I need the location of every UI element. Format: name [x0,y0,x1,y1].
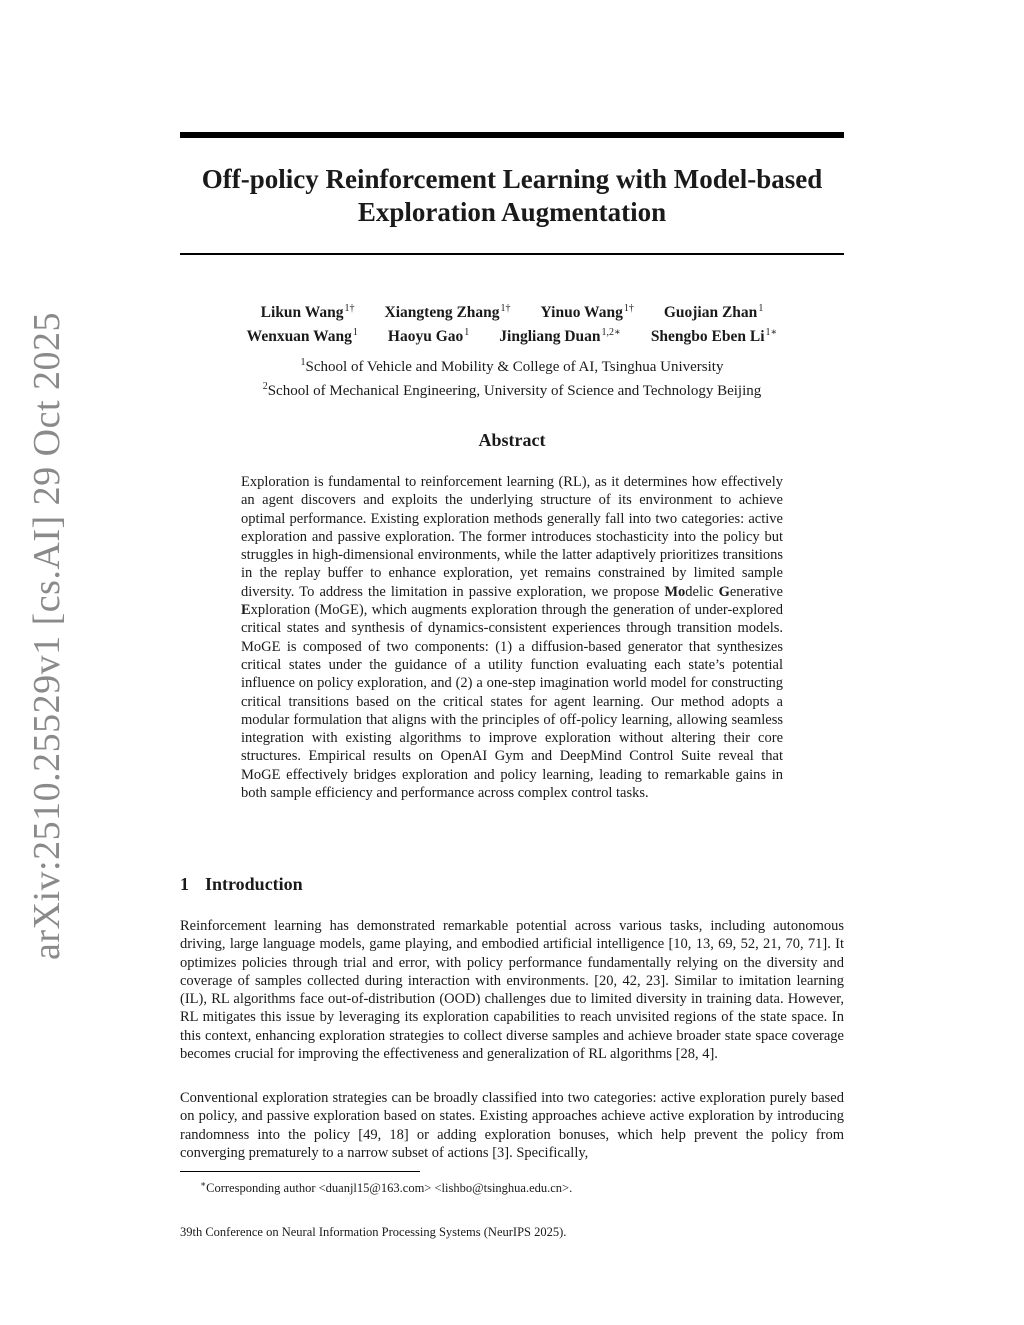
title-line-1: Off-policy Reinforcement Learning with Model-based [201,164,823,194]
author-row-1 [180,299,844,323]
footnote-rule [180,1171,420,1172]
affiliation: $^2$School of Mechanical Engineering, University of Science and Technology Beijing [262,381,762,400]
author: Likun Wang$^{1\dagger}$ [260,303,355,322]
affiliations [180,353,844,401]
author-row-2 [180,323,844,347]
venue-note: 39th Conference on Neural Information Processing Systems (NeurIPS 2025). [180,1225,567,1239]
title-rule-bottom [180,253,844,255]
author: Jingliang Duan$^{1,2∗}$ [499,327,621,346]
intro-paragraph-2: Conventional exploration strategies can be broadly classified into two categories: active exploration purely based on policy, and passive exploration based on states. Existing approaches achieve active exploration by introducing randomness into the policy [49, 18] or adding exploration bonuses, which help prevent the policy from converging prematurely to a narrow subset of actions [3]. Specifically, [180,1090,844,1161]
abstract-text: Exploration is fundamental to reinforcement learning (RL), as it determines how effectively an agent discovers and exploits the underlying structure of its environment to achieve optimal performance. Existing exploration methods generally fall into two categories: active exploration and passive exploration. The former introduces stochasticity into the policy but struggles in high-dimensional environments, while the latter adaptively prioritizes transitions in the replay buffer to enhance exploration, yet remains constrained by limited sample diversity. To address the limitation in passive exploration, we propose Modelic Generative Exploration (MoGE), which augments exploration through the generation of under-explored critical states and synthesis of dynamics-consistent experiences through transition models. MoGE is composed of two components: (1) a diffusion-based generator that synthesizes critical states under the guidance of a utility function evaluating each state’s potential influence on policy exploration, and (2) a one-step imagination world model for constructing critical transitions based on the critical states for agent learning. Our method adopts a modular formulation that aligns with the principles of off-policy learning, allowing seamless integration with existing algorithms to improve exploration without altering their core structures. Empirical results on OpenAI Gym and DeepMind Control Suite reveal that MoGE effectively bridges exploration and policy learning, leading to remarkable gains in both sample efficiency and performance across complex control tasks. [241,474,783,802]
author: Yinuo Wang$^{1\dagger}$ [540,303,634,322]
author: Shengbo Eben $Li^{1∗}$ [650,327,778,346]
title-rule-top [180,132,844,138]
author: Guojian Zhan$^1$ [663,303,764,322]
section-heading-introduction: 1 Introduction [180,874,303,894]
arxiv-identifier: arXiv:2510.25529v1 [cs.AI] 29 Oct 2025 [26,311,68,960]
footnote: ∗Corresponding author <duanjl15@163.com> <lishbo@tsinghua.edu.cn>. [200,1179,573,1196]
author-block [180,299,844,401]
author: Wenxuan Wang$^1$ [246,327,358,346]
abstract-heading: Abstract [478,430,546,450]
paper-title [180,163,844,229]
intro-paragraph-1: Reinforcement learning has demonstrated remarkable potential across various tasks, including autonomous driving, large language models, game playing, and embodied artificial intelligence [10, 13, 69, 52, 21, 70, 71]. It optimizes policies through trial and error, with policy performance fundamentally relying on the diversity and coverage of samples collected during interaction with environments. [20, 42, 23]. Similar to imitation learning (IL), RL algorithms face out-of-distribution (OOD) challenges due to limited diversity in training data. However, RL mitigates this issue by leveraging its exploration capabilities to reach unvisited regions of the state space. In this context, enhancing exploration strategies to collect diverse samples and achieve broader state space coverage becomes crucial for improving the effectiveness and generalization of RL algorithms [28, 4]. [180,918,844,1063]
author: Haoyu Gao$^1$ [387,327,470,346]
title-line-2: Exploration Augmentation [357,197,667,227]
author: Xiangteng Zhang$^{1\dagger}$ [384,303,511,322]
affiliation: $^1$School of Vehicle and Mobility & College of AI, Tsinghua University [300,357,724,376]
